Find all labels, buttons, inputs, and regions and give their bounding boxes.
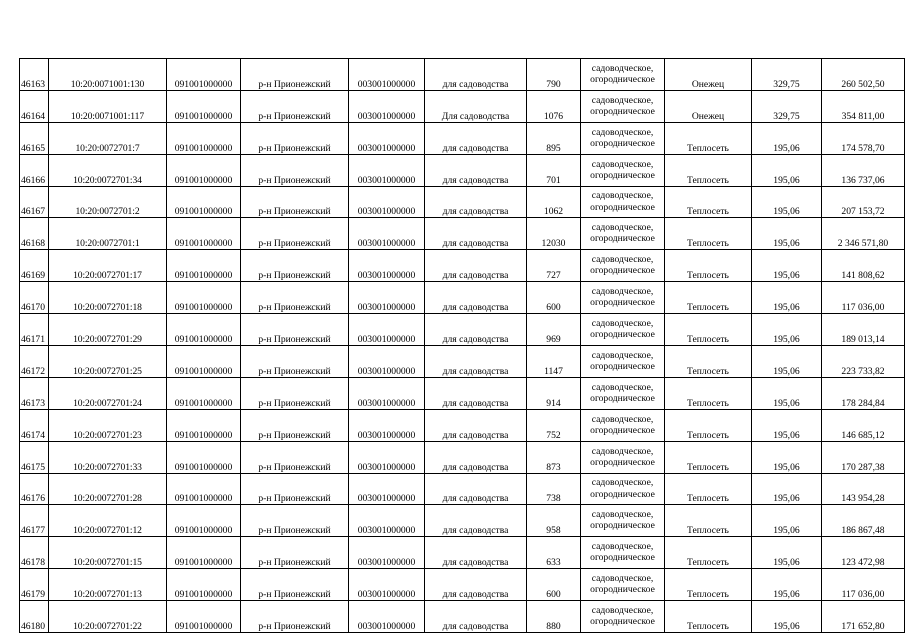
oktmo-code-cell: 003001000000 <box>348 122 424 154</box>
area-cell: 958 <box>526 505 580 537</box>
land-category-line-1: садоводческое, <box>591 126 654 138</box>
row-number-cell: 46175 <box>20 441 49 473</box>
okato-code-cell: 091001000000 <box>166 569 240 601</box>
table-row <box>20 122 905 154</box>
land-category-line-2: огородническое <box>590 392 655 404</box>
cadastral-value-cell: 189 013,14 <box>821 314 904 346</box>
row-number-cell: 46177 <box>20 505 49 537</box>
table-row <box>20 569 905 601</box>
land-category-cell <box>580 186 664 218</box>
land-category-line-1: садоводческое, <box>591 286 654 298</box>
locality-cell: Теплосеть <box>664 505 751 537</box>
area-cell: 873 <box>526 441 580 473</box>
oktmo-code-cell: 003001000000 <box>348 505 424 537</box>
row-number-cell: 46173 <box>20 377 49 409</box>
land-category-line-1: садоводческое, <box>591 605 654 617</box>
oktmo-code-cell: 003001000000 <box>348 218 424 250</box>
oktmo-code-cell: 003001000000 <box>348 314 424 346</box>
area-cell: 600 <box>526 282 580 314</box>
specific-value-cell: 195,06 <box>751 601 821 633</box>
permitted-use-cell: для садоводства <box>424 59 526 91</box>
area-cell: 633 <box>526 537 580 569</box>
land-category-line-1: садоводческое, <box>591 318 654 330</box>
cadastral-number-cell: 10:20:0072701:7 <box>48 122 166 154</box>
locality-cell: Теплосеть <box>664 186 751 218</box>
specific-value-cell: 195,06 <box>751 473 821 505</box>
row-number-cell: 46168 <box>20 218 49 250</box>
specific-value-cell: 195,06 <box>751 505 821 537</box>
cadastral-number-cell: 10:20:0072701:28 <box>48 473 166 505</box>
cadastral-number-cell: 10:20:0071001:130 <box>48 59 166 91</box>
cadastral-value-cell: 143 954,28 <box>821 473 904 505</box>
district-cell: р-н Прионежский <box>240 569 348 601</box>
area-cell: 600 <box>526 569 580 601</box>
specific-value-cell: 195,06 <box>751 218 821 250</box>
area-cell: 12030 <box>526 218 580 250</box>
okato-code-cell: 091001000000 <box>166 441 240 473</box>
okato-code-cell: 091001000000 <box>166 122 240 154</box>
land-category-cell <box>580 122 664 154</box>
land-category-line-2: огородническое <box>590 169 655 181</box>
land-category-line-2: огородническое <box>590 137 655 149</box>
okato-code-cell: 091001000000 <box>166 186 240 218</box>
locality-cell: Онежец <box>664 90 751 122</box>
cadastral-value-cell: 2 346 571,80 <box>821 218 904 250</box>
table-row <box>20 601 905 633</box>
land-category-cell <box>580 250 664 282</box>
locality-cell: Теплосеть <box>664 154 751 186</box>
cadastral-value-cell: 178 284,84 <box>821 377 904 409</box>
okato-code-cell: 091001000000 <box>166 537 240 569</box>
table-row <box>20 377 905 409</box>
row-number-cell: 46172 <box>20 346 49 378</box>
row-number-cell: 46167 <box>20 186 49 218</box>
oktmo-code-cell: 003001000000 <box>348 569 424 601</box>
okato-code-cell: 091001000000 <box>166 90 240 122</box>
area-cell: 914 <box>526 377 580 409</box>
okato-code-cell: 091001000000 <box>166 250 240 282</box>
specific-value-cell: 195,06 <box>751 250 821 282</box>
row-number-cell: 46180 <box>20 601 49 633</box>
land-category-line-2: огородническое <box>590 73 655 85</box>
permitted-use-cell: для садоводства <box>424 537 526 569</box>
land-category-line-2: огородническое <box>590 297 655 309</box>
table-row <box>20 537 905 569</box>
district-cell: р-н Прионежский <box>240 218 348 250</box>
district-cell: р-н Прионежский <box>240 122 348 154</box>
area-cell: 790 <box>526 59 580 91</box>
cadastral-number-cell: 10:20:0072701:34 <box>48 154 166 186</box>
permitted-use-cell: для садоводства <box>424 154 526 186</box>
cadastral-number-cell: 10:20:0072701:29 <box>48 314 166 346</box>
specific-value-cell: 195,06 <box>751 154 821 186</box>
oktmo-code-cell: 003001000000 <box>348 186 424 218</box>
okato-code-cell: 091001000000 <box>166 314 240 346</box>
specific-value-cell: 329,75 <box>751 90 821 122</box>
district-cell: р-н Прионежский <box>240 314 348 346</box>
locality-cell: Теплосеть <box>664 346 751 378</box>
okato-code-cell: 091001000000 <box>166 218 240 250</box>
oktmo-code-cell: 003001000000 <box>348 346 424 378</box>
specific-value-cell: 195,06 <box>751 346 821 378</box>
oktmo-code-cell: 003001000000 <box>348 377 424 409</box>
district-cell: р-н Прионежский <box>240 154 348 186</box>
cadastral-number-cell: 10:20:0072701:23 <box>48 409 166 441</box>
land-category-cell <box>580 154 664 186</box>
permitted-use-cell: для садоводства <box>424 346 526 378</box>
land-category-line-2: огородническое <box>590 456 655 468</box>
permitted-use-cell: для садоводства <box>424 601 526 633</box>
land-category-line-1: садоводческое, <box>591 413 654 425</box>
area-cell: 752 <box>526 409 580 441</box>
cadastral-value-cell: 174 578,70 <box>821 122 904 154</box>
land-category-line-2: огородническое <box>590 424 655 436</box>
locality-cell: Теплосеть <box>664 569 751 601</box>
land-category-line-1: садоводческое, <box>591 94 654 106</box>
okato-code-cell: 091001000000 <box>166 473 240 505</box>
land-category-cell <box>580 601 664 633</box>
land-category-line-2: огородническое <box>590 584 655 596</box>
okato-code-cell: 091001000000 <box>166 409 240 441</box>
specific-value-cell: 195,06 <box>751 314 821 346</box>
district-cell: р-н Прионежский <box>240 409 348 441</box>
row-number-cell: 46165 <box>20 122 49 154</box>
land-category-cell <box>580 59 664 91</box>
table-row <box>20 59 905 91</box>
area-cell: 880 <box>526 601 580 633</box>
land-category-line-2: огородническое <box>590 105 655 117</box>
locality-cell: Теплосеть <box>664 601 751 633</box>
land-category-line-1: садоводческое, <box>591 158 654 170</box>
oktmo-code-cell: 003001000000 <box>348 409 424 441</box>
land-category-cell <box>580 409 664 441</box>
permitted-use-cell: для садоводства <box>424 250 526 282</box>
specific-value-cell: 195,06 <box>751 409 821 441</box>
locality-cell: Теплосеть <box>664 282 751 314</box>
land-category-cell <box>580 377 664 409</box>
table-row <box>20 218 905 250</box>
area-cell: 727 <box>526 250 580 282</box>
district-cell: р-н Прионежский <box>240 537 348 569</box>
land-category-cell <box>580 505 664 537</box>
cadastral-value-cell: 223 733,82 <box>821 346 904 378</box>
oktmo-code-cell: 003001000000 <box>348 441 424 473</box>
locality-cell: Теплосеть <box>664 537 751 569</box>
permitted-use-cell: для садоводства <box>424 441 526 473</box>
land-category-cell <box>580 441 664 473</box>
permitted-use-cell: для садоводства <box>424 569 526 601</box>
district-cell: р-н Прионежский <box>240 473 348 505</box>
land-category-line-1: садоводческое, <box>591 509 654 521</box>
area-cell: 1062 <box>526 186 580 218</box>
oktmo-code-cell: 003001000000 <box>348 473 424 505</box>
permitted-use-cell: для садоводства <box>424 314 526 346</box>
oktmo-code-cell: 003001000000 <box>348 537 424 569</box>
land-category-line-2: огородническое <box>590 360 655 372</box>
table-row <box>20 282 905 314</box>
land-category-line-1: садоводческое, <box>591 573 654 585</box>
cadastral-value-cell: 186 867,48 <box>821 505 904 537</box>
oktmo-code-cell: 003001000000 <box>348 59 424 91</box>
land-category-line-1: садоводческое, <box>591 477 654 489</box>
row-number-cell: 46178 <box>20 537 49 569</box>
cadastral-number-cell: 10:20:0072701:13 <box>48 569 166 601</box>
district-cell: р-н Прионежский <box>240 250 348 282</box>
specific-value-cell: 195,06 <box>751 282 821 314</box>
table-row <box>20 154 905 186</box>
locality-cell: Теплосеть <box>664 250 751 282</box>
cadastral-number-cell: 10:20:0071001:117 <box>48 90 166 122</box>
locality-cell: Теплосеть <box>664 441 751 473</box>
specific-value-cell: 195,06 <box>751 122 821 154</box>
area-cell: 969 <box>526 314 580 346</box>
area-cell: 1147 <box>526 346 580 378</box>
okato-code-cell: 091001000000 <box>166 601 240 633</box>
cadastral-value-cell: 117 036,00 <box>821 569 904 601</box>
table-row <box>20 473 905 505</box>
row-number-cell: 46176 <box>20 473 49 505</box>
land-category-line-1: садоводческое, <box>591 381 654 393</box>
cadastral-value-cell: 170 287,38 <box>821 441 904 473</box>
cadastral-number-cell: 10:20:0072701:25 <box>48 346 166 378</box>
cadastral-value-cell: 123 472,98 <box>821 537 904 569</box>
land-category-cell <box>580 218 664 250</box>
table-row <box>20 346 905 378</box>
permitted-use-cell: для садоводства <box>424 282 526 314</box>
specific-value-cell: 195,06 <box>751 377 821 409</box>
land-category-line-2: огородническое <box>590 233 655 245</box>
land-category-cell <box>580 346 664 378</box>
specific-value-cell: 195,06 <box>751 186 821 218</box>
oktmo-code-cell: 003001000000 <box>348 601 424 633</box>
okato-code-cell: 091001000000 <box>166 282 240 314</box>
permitted-use-cell: Для садоводства <box>424 90 526 122</box>
land-category-cell <box>580 282 664 314</box>
row-number-cell: 46174 <box>20 409 49 441</box>
locality-cell: Теплосеть <box>664 314 751 346</box>
cadastral-number-cell: 10:20:0072701:12 <box>48 505 166 537</box>
row-number-cell: 46164 <box>20 90 49 122</box>
land-category-line-1: садоводческое, <box>591 254 654 266</box>
land-category-line-2: огородническое <box>590 616 655 628</box>
row-number-cell: 46163 <box>20 59 49 91</box>
land-category-line-1: садоводческое, <box>591 222 654 234</box>
cadastral-value-cell: 354 811,00 <box>821 90 904 122</box>
table-row <box>20 250 905 282</box>
locality-cell: Теплосеть <box>664 377 751 409</box>
oktmo-code-cell: 003001000000 <box>348 154 424 186</box>
permitted-use-cell: для садоводства <box>424 377 526 409</box>
oktmo-code-cell: 003001000000 <box>348 90 424 122</box>
okato-code-cell: 091001000000 <box>166 505 240 537</box>
cadastral-value-cell: 260 502,50 <box>821 59 904 91</box>
permitted-use-cell: для садоводства <box>424 186 526 218</box>
permitted-use-cell: для садоводства <box>424 122 526 154</box>
specific-value-cell: 329,75 <box>751 59 821 91</box>
cadastral-number-cell: 10:20:0072701:24 <box>48 377 166 409</box>
area-cell: 1076 <box>526 90 580 122</box>
land-category-line-1: садоводческое, <box>591 190 654 202</box>
cadastral-number-cell: 10:20:0072701:22 <box>48 601 166 633</box>
locality-cell: Теплосеть <box>664 218 751 250</box>
cadastral-number-cell: 10:20:0072701:18 <box>48 282 166 314</box>
locality-cell: Теплосеть <box>664 473 751 505</box>
cadastral-number-cell: 10:20:0072701:2 <box>48 186 166 218</box>
land-category-line-1: садоводческое, <box>591 349 654 361</box>
land-category-line-2: огородническое <box>590 329 655 341</box>
land-category-line-2: огородническое <box>590 201 655 213</box>
cadastral-number-cell: 10:20:0072701:15 <box>48 537 166 569</box>
permitted-use-cell: для садоводства <box>424 473 526 505</box>
permitted-use-cell: для садоводства <box>424 505 526 537</box>
land-category-line-2: огородническое <box>590 488 655 500</box>
row-number-cell: 46169 <box>20 250 49 282</box>
district-cell: р-н Прионежский <box>240 186 348 218</box>
specific-value-cell: 195,06 <box>751 569 821 601</box>
cadastral-value-cell: 171 652,80 <box>821 601 904 633</box>
district-cell: р-н Прионежский <box>240 441 348 473</box>
district-cell: р-н Прионежский <box>240 377 348 409</box>
land-category-line-1: садоводческое, <box>591 62 654 74</box>
cadastral-value-cell: 117 036,00 <box>821 282 904 314</box>
land-category-cell <box>580 90 664 122</box>
okato-code-cell: 091001000000 <box>166 154 240 186</box>
specific-value-cell: 195,06 <box>751 441 821 473</box>
land-category-cell <box>580 569 664 601</box>
area-cell: 895 <box>526 122 580 154</box>
land-category-cell <box>580 314 664 346</box>
table-row <box>20 90 905 122</box>
table-body <box>20 59 905 633</box>
district-cell: р-н Прионежский <box>240 90 348 122</box>
table-row <box>20 505 905 537</box>
district-cell: р-н Прионежский <box>240 505 348 537</box>
okato-code-cell: 091001000000 <box>166 59 240 91</box>
row-number-cell: 46170 <box>20 282 49 314</box>
cadastral-number-cell: 10:20:0072701:33 <box>48 441 166 473</box>
table-row <box>20 409 905 441</box>
row-number-cell: 46171 <box>20 314 49 346</box>
land-category-line-2: огородническое <box>590 265 655 277</box>
area-cell: 738 <box>526 473 580 505</box>
cadastral-value-cell: 146 685,12 <box>821 409 904 441</box>
oktmo-code-cell: 003001000000 <box>348 250 424 282</box>
district-cell: р-н Прионежский <box>240 346 348 378</box>
land-category-line-1: садоводческое, <box>591 541 654 553</box>
okato-code-cell: 091001000000 <box>166 346 240 378</box>
permitted-use-cell: для садоводства <box>424 409 526 441</box>
okato-code-cell: 091001000000 <box>166 377 240 409</box>
land-category-line-1: садоводческое, <box>591 445 654 457</box>
locality-cell: Теплосеть <box>664 122 751 154</box>
cadastral-value-table <box>19 58 905 633</box>
locality-cell: Теплосеть <box>664 409 751 441</box>
table-row <box>20 314 905 346</box>
table-row <box>20 186 905 218</box>
cadastral-value-cell: 207 153,72 <box>821 186 904 218</box>
locality-cell: Онежец <box>664 59 751 91</box>
area-cell: 701 <box>526 154 580 186</box>
land-category-cell <box>580 537 664 569</box>
cadastral-value-cell: 136 737,06 <box>821 154 904 186</box>
district-cell: р-н Прионежский <box>240 59 348 91</box>
row-number-cell: 46166 <box>20 154 49 186</box>
table-row <box>20 441 905 473</box>
cadastral-value-cell: 141 808,62 <box>821 250 904 282</box>
permitted-use-cell: для садоводства <box>424 218 526 250</box>
oktmo-code-cell: 003001000000 <box>348 282 424 314</box>
land-category-line-2: огородническое <box>590 552 655 564</box>
district-cell: р-н Прионежский <box>240 282 348 314</box>
cadastral-number-cell: 10:20:0072701:1 <box>48 218 166 250</box>
row-number-cell: 46179 <box>20 569 49 601</box>
land-category-cell <box>580 473 664 505</box>
land-category-line-2: огородническое <box>590 520 655 532</box>
cadastral-number-cell: 10:20:0072701:17 <box>48 250 166 282</box>
specific-value-cell: 195,06 <box>751 537 821 569</box>
district-cell: р-н Прионежский <box>240 601 348 633</box>
